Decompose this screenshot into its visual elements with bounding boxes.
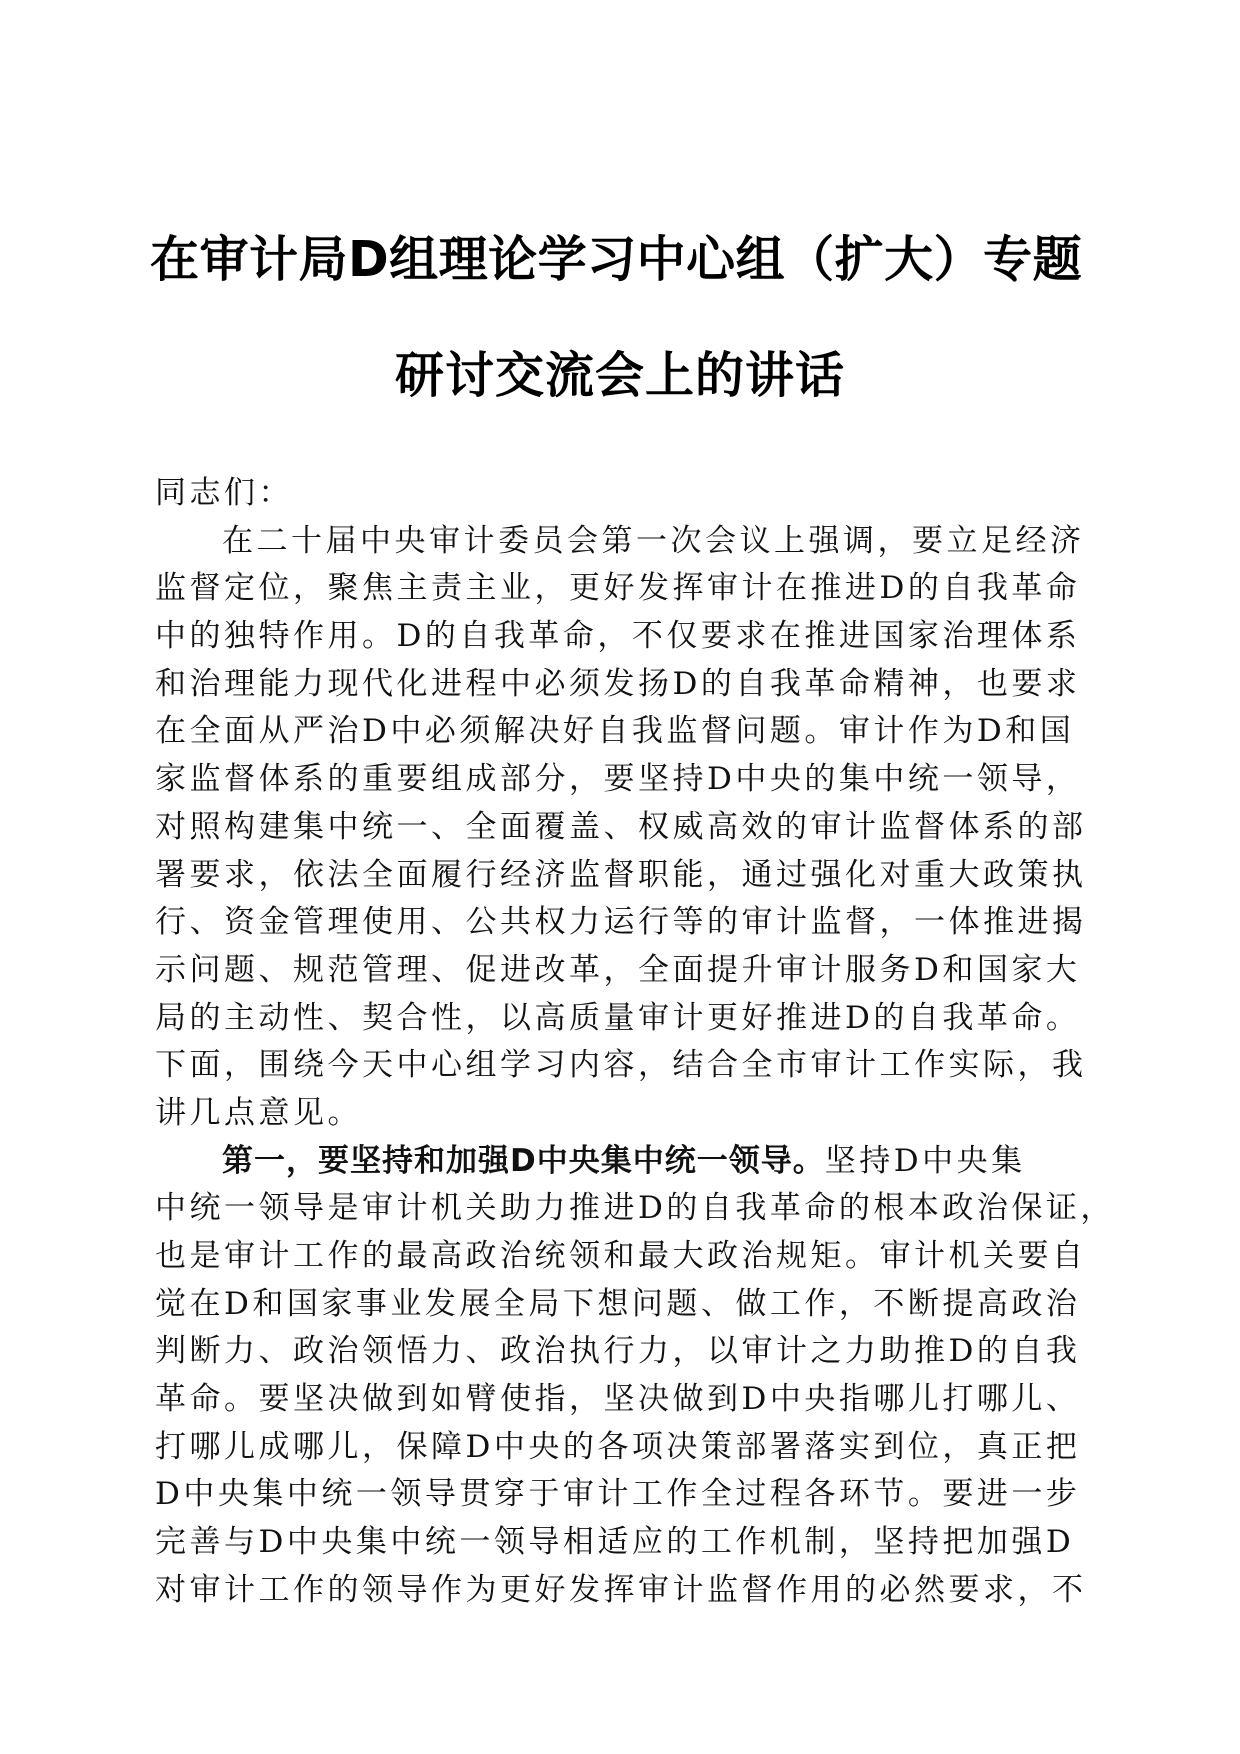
paragraph-2-line: 也是审计工作的最高政治统领和最大政治规矩。审计机关要自 bbox=[155, 1238, 1087, 1274]
paragraph-1-line: 示问题、规范管理、促进改革，全面提升审计服务D和国家大 bbox=[155, 951, 1081, 988]
paragraph-1-line: 署要求，依法全面履行经济监督职能，通过强化对重大政策执 bbox=[155, 856, 1087, 893]
paragraph-2-line: 打哪儿成哪儿，保障D中央的各项决策部署落实到位，真正把 bbox=[155, 1428, 1081, 1465]
paragraph-1-line: 行、资金管理使用、公共权力运行等的审计监督，一体推进揭 bbox=[155, 904, 1087, 941]
paragraph-1-line: 在二十届中央审计委员会第一次会议上强调，要立足经济 bbox=[222, 522, 1085, 559]
title-line-2: 研讨交流会上的讲话 bbox=[394, 347, 845, 404]
paragraph-1-line: 讲几点意见。 bbox=[155, 1094, 362, 1131]
paragraph-2-line: 对审计工作的领导作为更好发挥审计监督作用的必然要求，不 bbox=[155, 1571, 1087, 1608]
paragraph-1-line: 局的主动性、契合性，以高质量审计更好推进D的自我革命。 bbox=[155, 999, 1081, 1036]
paragraph-2-line: 判断力、政治领悟力、政治执行力，以审计之力助推D的自我 bbox=[155, 1333, 1081, 1370]
paragraph-1-line: 下面，围绕今天中心组学习内容，结合全市审计工作实际，我 bbox=[155, 1047, 1087, 1084]
paragraph-2-line: 中统一领导是审计机关助力推进D的自我革命的根本政治保证， bbox=[155, 1190, 1115, 1227]
paragraph-1-line: 监督定位，聚焦主责主业，更好发挥审计在推进D的自我革命 bbox=[155, 570, 1081, 607]
section-heading: 第一，要坚持和加强D中央集中统一领导。 bbox=[222, 1142, 825, 1179]
paragraph-2-text: 坚持D中央集 bbox=[824, 1142, 1026, 1179]
paragraph-1-line: 在全面从严治D中必须解决好自我监督问题。审计作为D和国 bbox=[155, 713, 1075, 750]
paragraph-1-line: 对照构建集中统一、全面覆盖、权威高效的审计监督体系的部 bbox=[155, 808, 1087, 845]
paragraph-1-line: 和治理能力现代化进程中必须发扬D的自我革命精神，也要求 bbox=[155, 665, 1081, 702]
paragraph-2-line: 革命。要坚决做到如臂使指，坚决做到D中央指哪儿打哪儿、 bbox=[155, 1381, 1081, 1418]
paragraph-2-first-line bbox=[155, 1138, 1085, 1186]
paragraph-2-line: 觉在D和国家事业发展全局下想问题、做工作，不断提高政治 bbox=[155, 1285, 1081, 1322]
paragraph-2-line: D中央集中统一领导贯穿于审计工作全过程各环节。要进一步 bbox=[155, 1476, 1081, 1513]
paragraph-1-line: 中的独特作用。D的自我革命，不仅要求在推进国家治理体系 bbox=[155, 618, 1081, 655]
title-line-1: 在审计局D组理论学习中心组（扩大）专题 bbox=[150, 231, 1083, 288]
paragraph-2-line: 完善与D中央集中统一领导相适应的工作机制，坚持把加强D bbox=[155, 1524, 1075, 1561]
document-body bbox=[155, 470, 1115, 1615]
salutation: 同志们： bbox=[155, 475, 293, 511]
paragraph-1-line: 家监督体系的重要组成部分，要坚持D中央的集中统一领导， bbox=[155, 761, 1081, 798]
